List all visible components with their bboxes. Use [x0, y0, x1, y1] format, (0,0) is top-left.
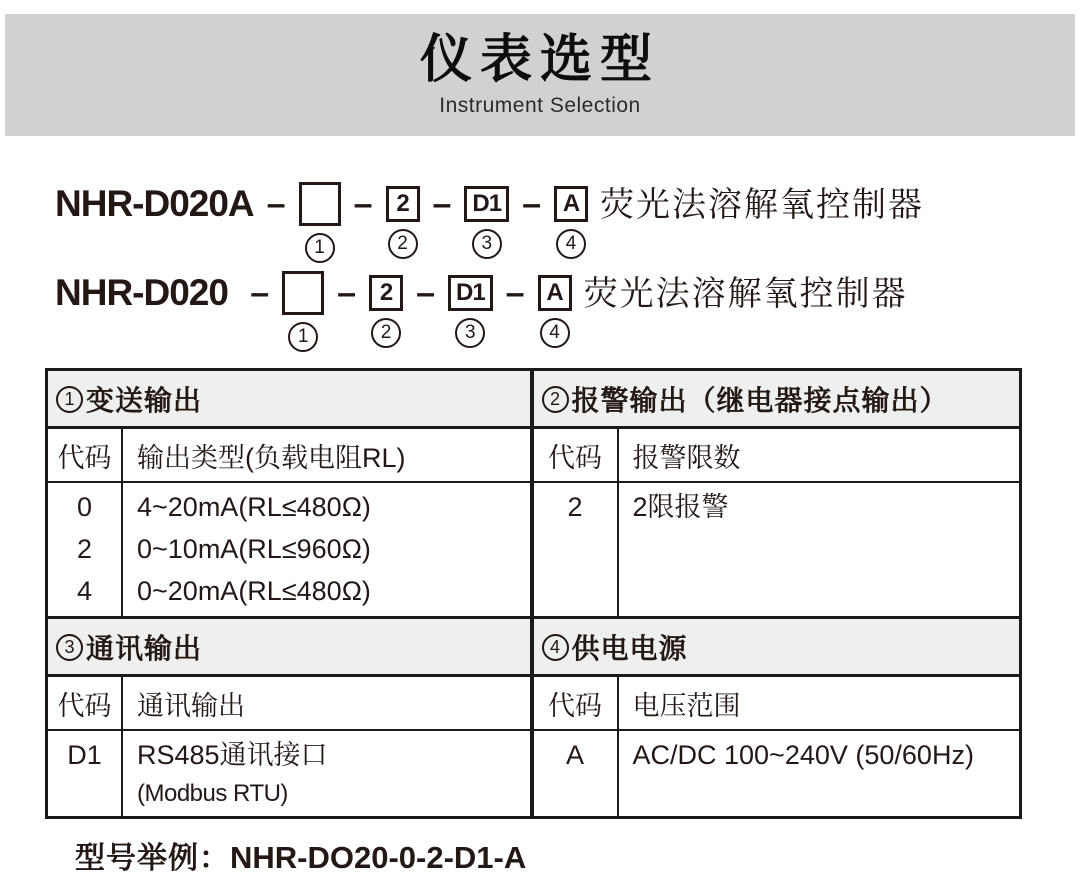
section-grid: [48, 429, 530, 616]
model-line-2: [55, 271, 1080, 352]
code-value: D1: [67, 740, 102, 770]
model-diagram: [55, 182, 1080, 352]
dash-separator: –: [522, 185, 542, 223]
dash-separator: –: [266, 185, 286, 223]
value-column-header: 电压范围: [619, 677, 1020, 731]
value-column-header: 报警限数: [619, 429, 1020, 483]
section-grid: [534, 677, 1020, 816]
circle-number-1: 1: [288, 322, 318, 352]
code-value: 0: [76, 492, 93, 522]
dash-separator: –: [416, 274, 435, 312]
value-text: RS485通讯接口: [137, 740, 328, 770]
code-value: 4: [76, 576, 93, 606]
circle-number-2: 2: [371, 318, 401, 348]
option-box: D1: [448, 275, 493, 311]
code-cell: [48, 483, 123, 616]
code-value: 2: [76, 534, 93, 564]
code-cell: [534, 731, 619, 816]
option-slot-2: [369, 271, 403, 348]
option-slot-4: [538, 271, 572, 348]
dash-separator: –: [353, 185, 373, 223]
page: [0, 14, 1080, 877]
code-value: A: [565, 740, 584, 770]
option-box-blank: [282, 271, 324, 315]
selection-table: [45, 368, 1022, 819]
section-header: [534, 619, 1020, 677]
circle-number-4: 4: [542, 634, 569, 661]
header-banner: [5, 14, 1075, 136]
section-header: [48, 619, 530, 677]
value-text: 0~20mA(RL≤480Ω): [137, 576, 371, 606]
option-slot-1: [299, 182, 341, 263]
option-box: A: [538, 275, 572, 311]
table-section-3: [48, 619, 534, 816]
table-section-1: [48, 371, 534, 619]
value-text: 0~10mA(RL≤960Ω): [137, 534, 371, 564]
dash-separator: –: [250, 274, 270, 312]
circle-number-1: 1: [305, 233, 335, 263]
code-column-header: 代码: [48, 677, 123, 731]
option-slot-2: [386, 182, 420, 259]
section-header: [48, 371, 530, 429]
value-column-header: 通讯输出: [123, 677, 530, 731]
value-text: 4~20mA(RL≤480Ω): [137, 492, 371, 522]
option-box: A: [554, 186, 588, 222]
code-cell: [48, 731, 123, 816]
page-title: 仪表选型: [419, 31, 660, 90]
section-title: 报警输出（继电器接点输出）: [571, 385, 949, 416]
section-grid: [48, 677, 530, 816]
value-cell: [619, 731, 1020, 816]
option-box: 2: [386, 186, 420, 222]
value-cell: [123, 483, 530, 616]
option-slot-3: [448, 271, 493, 348]
example-line: [75, 833, 1080, 877]
example-model-number: NHR-DO20-0-2-D1-A: [230, 840, 527, 875]
section-title: 供电电源: [571, 633, 688, 664]
value-cell: [123, 731, 530, 816]
circle-number-4: 4: [540, 318, 570, 348]
code-column-header: 代码: [48, 429, 123, 483]
example-label: 型号举例：: [75, 842, 230, 875]
section-header: [534, 371, 1020, 429]
table-section-2: [534, 371, 1020, 619]
page-subtitle: Instrument Selection: [439, 93, 641, 117]
option-slot-4: [554, 182, 588, 259]
value-text: 2限报警: [632, 492, 729, 522]
code-value: 2: [567, 492, 583, 522]
code-column-header: 代码: [534, 677, 619, 731]
value-text: AC/DC 100~240V (50/60Hz): [632, 740, 974, 770]
section-title: 通讯输出: [86, 633, 203, 664]
table-section-4: [534, 619, 1020, 816]
dash-separator: –: [337, 274, 357, 312]
section-grid: [534, 429, 1020, 616]
circle-number-4: 4: [556, 229, 586, 259]
circle-number-3: 3: [472, 229, 502, 259]
section-title: 变送输出: [86, 385, 203, 416]
circle-number-3: 3: [455, 318, 485, 348]
option-box: 2: [369, 275, 403, 311]
value-column-header: 输出类型(负载电阻RL): [123, 429, 530, 483]
code-column-header: 代码: [534, 429, 619, 483]
dash-separator: –: [505, 274, 525, 312]
model-prefix: NHR-D020: [55, 272, 238, 313]
option-box: D1: [464, 186, 509, 222]
circle-number-1: 1: [56, 386, 83, 413]
circle-number-2: 2: [542, 386, 569, 413]
model-description: 荧光法溶解氧控制器: [583, 275, 908, 313]
circle-number-2: 2: [388, 229, 418, 259]
dash-separator: –: [432, 185, 452, 223]
code-cell: [534, 483, 619, 616]
option-slot-3: [464, 182, 509, 259]
option-box-blank: [299, 182, 341, 226]
model-line-1: [55, 182, 1080, 263]
model-description: 荧光法溶解氧控制器: [600, 186, 925, 224]
model-prefix: NHR-D020A: [55, 183, 254, 224]
value-cell: [619, 483, 1020, 616]
option-slot-1: [282, 271, 324, 352]
value-text-line2: (Modbus RTU): [137, 780, 288, 807]
circle-number-3: 3: [56, 634, 83, 661]
